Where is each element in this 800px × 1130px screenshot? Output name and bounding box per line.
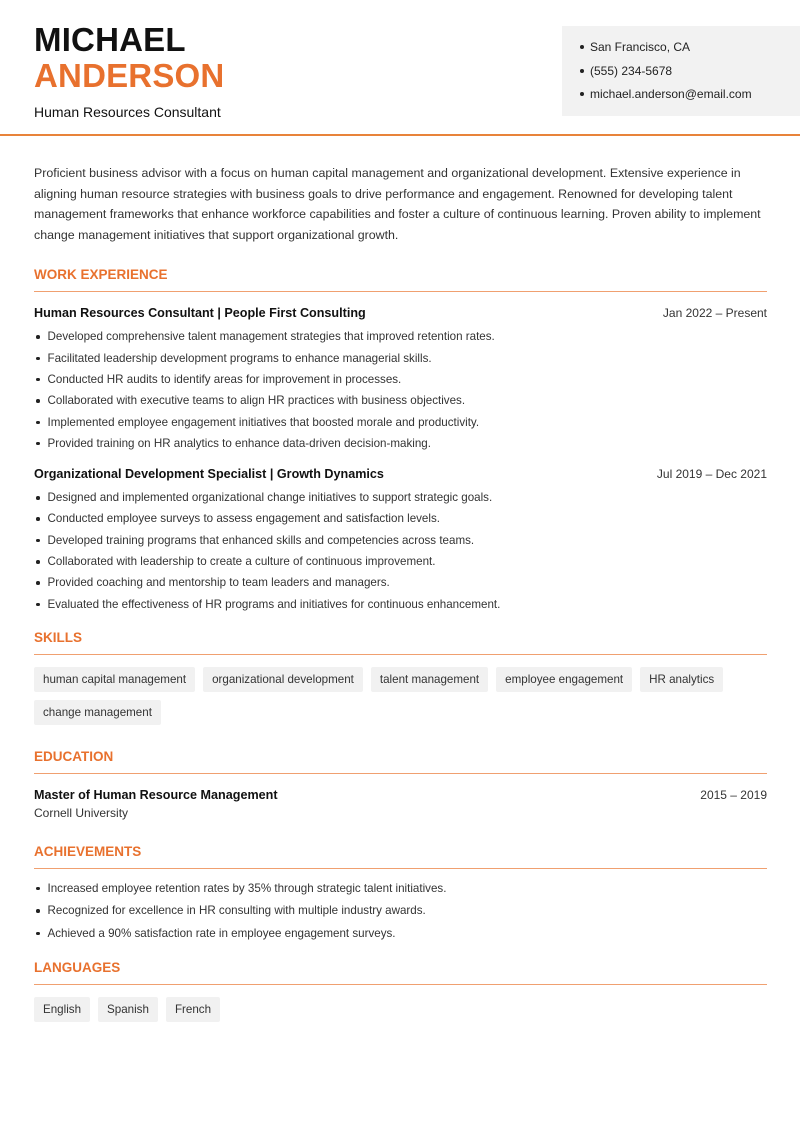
job-header	[34, 467, 767, 481]
job-date: Jul 2019 – Dec 2021	[656, 467, 767, 482]
skill-tag: talent management	[371, 667, 488, 692]
language-tags	[34, 997, 767, 1022]
contact-email-text: michael.anderson@email.com	[590, 87, 752, 101]
bullet-text: Conducted HR audits to identify areas for improvement in processes.	[47, 372, 402, 386]
bullet-text: Developed training programs that enhanced skills and competencies across teams.	[47, 533, 475, 547]
skill-tag: change management	[34, 700, 161, 725]
bullet-text: Designed and implemented organizational change initiatives to support strategic goals.	[47, 491, 493, 505]
section-title-achievements: ACHIEVEMENTS	[34, 844, 767, 869]
list-item	[34, 415, 767, 436]
bullet-icon	[36, 887, 40, 891]
education-date: 2015 – 2019	[700, 787, 767, 802]
section-title-education: EDUCATION	[34, 749, 767, 774]
bullet-icon	[36, 442, 40, 446]
list-item	[34, 554, 767, 575]
bullet-text: Provided coaching and mentorship to team leaders and managers.	[47, 576, 390, 590]
list-item	[34, 903, 767, 926]
list-item	[34, 436, 767, 457]
list-item	[34, 329, 767, 350]
job-bullets	[34, 329, 767, 457]
list-item	[34, 533, 767, 554]
job-title-company: Organizational Development Specialist | Growth Dynamics	[34, 467, 384, 482]
job-date: Jan 2022 – Present	[662, 306, 767, 321]
bullet-icon	[580, 92, 584, 96]
list-item	[34, 511, 767, 532]
language-tag: French	[166, 997, 220, 1022]
job-title: Human Resources Consultant	[34, 104, 221, 120]
bullet-icon	[36, 399, 40, 403]
bullet-icon	[36, 517, 40, 521]
list-item	[34, 490, 767, 511]
bullet-icon	[36, 421, 40, 425]
list-item	[34, 372, 767, 393]
bullet-icon	[36, 496, 40, 500]
achievements-list	[34, 881, 767, 949]
bullet-text: Recognized for excellence in HR consulting with multiple industry awards.	[47, 904, 426, 918]
bullet-text: Conducted employee surveys to assess engagement and satisfaction levels.	[47, 512, 440, 526]
summary: Proficient business advisor with a focus on human capital management and organizational development. Extensive experience in aligning human resource strategies with business goals to drive performance and engagement. Renowned for developing talent management frameworks that enhance workforce capabilities and foster a culture of continuous learning. Proven ability to implement change management initiatives that support organizational growth.	[34, 166, 761, 242]
job-bullets	[34, 490, 767, 618]
contact-phone-text: (555) 234-5678	[590, 63, 673, 78]
bullet-icon	[36, 932, 40, 936]
bullet-icon	[36, 357, 40, 361]
resume-header	[0, 0, 800, 136]
last-name: ANDERSON	[34, 57, 225, 94]
bullet-icon	[580, 69, 584, 73]
bullet-text: Facilitated leadership development programs to enhance managerial skills.	[47, 351, 432, 365]
education-degree: Master of Human Resource Management	[34, 787, 278, 802]
contact-location-text: San Francisco, CA	[590, 40, 691, 54]
job-header	[34, 306, 767, 320]
skill-tag: HR analytics	[640, 667, 723, 692]
language-tag: English	[34, 997, 90, 1022]
contact-email	[580, 86, 800, 110]
bullet-text: Developed comprehensive talent management strategies that improved retention rates.	[47, 330, 495, 344]
bullet-icon	[36, 581, 40, 585]
list-item	[34, 575, 767, 596]
bullet-text: Collaborated with leadership to create a culture of continuous improvement.	[47, 555, 436, 569]
section-title-languages: LANGUAGES	[34, 960, 767, 985]
bullet-icon	[36, 560, 40, 564]
skill-tag: employee engagement	[496, 667, 632, 692]
job-title-company: Human Resources Consultant | People First Consulting	[34, 306, 366, 321]
list-item	[34, 881, 767, 904]
section-title-work: WORK EXPERIENCE	[34, 267, 767, 292]
bullet-text: Provided training on HR analytics to enhance data-driven decision-making.	[47, 436, 431, 450]
list-item	[34, 393, 767, 414]
bullet-icon	[36, 335, 40, 339]
contact-location	[580, 39, 800, 63]
resume-body	[34, 163, 767, 1022]
skills-tags	[34, 667, 767, 725]
bullet-icon	[36, 909, 40, 913]
job-entry	[34, 467, 767, 618]
language-tag: Spanish	[98, 997, 158, 1022]
name-block	[34, 22, 224, 120]
education-school: Cornell University	[34, 805, 129, 820]
bullet-icon	[36, 539, 40, 543]
job-entry	[34, 306, 767, 457]
list-item	[34, 597, 767, 618]
education-header	[34, 788, 767, 802]
bullet-icon	[580, 45, 584, 49]
bullet-text: Evaluated the effectiveness of HR programs and initiatives for continuous enhancement.	[47, 597, 501, 611]
education-entry	[34, 788, 767, 820]
skill-tag: organizational development	[203, 667, 363, 692]
section-title-skills: SKILLS	[34, 630, 767, 655]
bullet-text: Collaborated with executive teams to align HR practices with business objectives.	[47, 394, 466, 408]
bullet-text: Implemented employee engagement initiatives that boosted morale and productivity.	[47, 415, 480, 429]
list-item	[34, 351, 767, 372]
bullet-text: Achieved a 90% satisfaction rate in employee engagement surveys.	[47, 926, 396, 940]
contact-phone	[580, 63, 800, 87]
contact-box	[562, 26, 800, 116]
list-item	[34, 926, 767, 949]
first-name: MICHAEL	[34, 21, 186, 58]
skill-tag: human capital management	[34, 667, 195, 692]
bullet-icon	[36, 603, 40, 607]
bullet-text: Increased employee retention rates by 35% through strategic talent initiatives.	[47, 881, 447, 895]
bullet-icon	[36, 378, 40, 382]
